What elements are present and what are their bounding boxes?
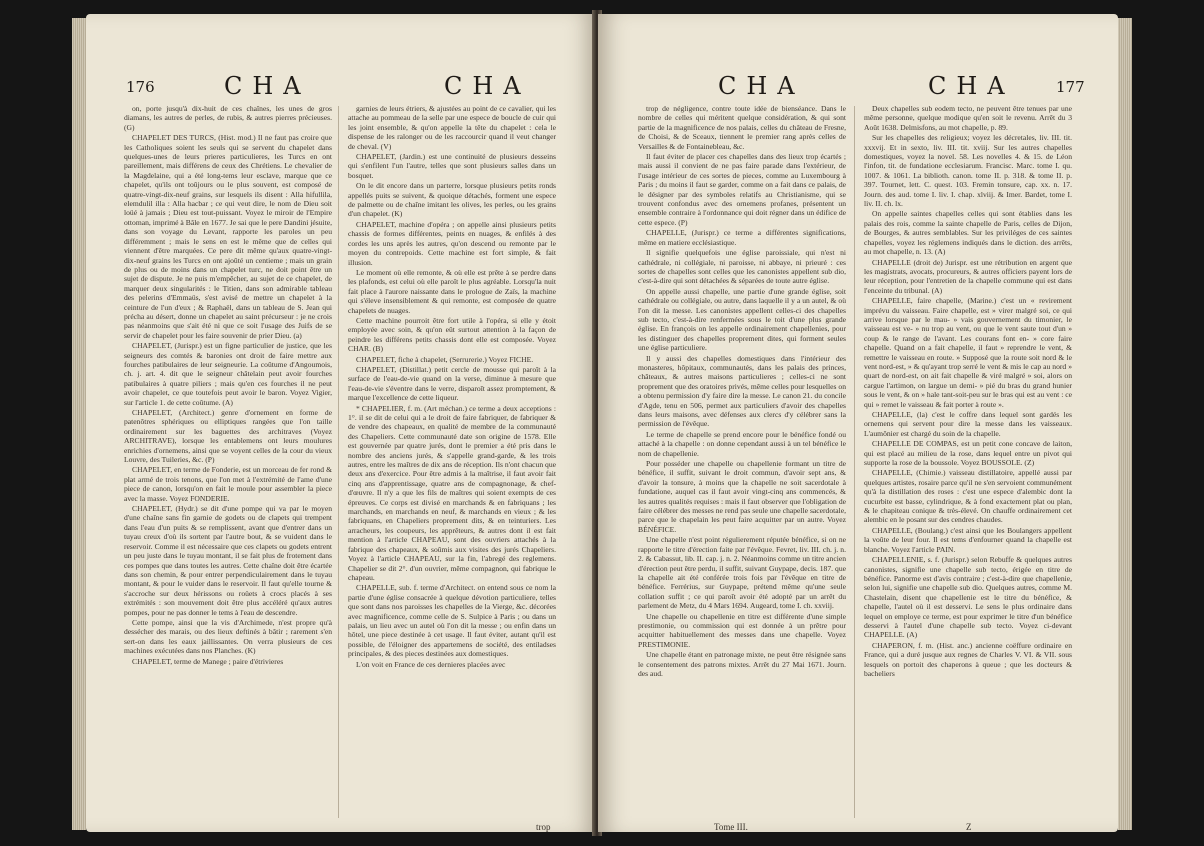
paragraph: Une chapelle étant en patronage mixte, ne peut être résignée sans le consentement des patrons mixtes. Arrêt du 27 Mai 1671. Journ. des aud.	[638, 650, 846, 678]
paragraph: CHAPELLE, faire chapelle, (Marine.) c'est un « revirement imprévu du vaisseau. Faire chapelle, est » virer malgré soi, ce qui arrive lorsque par le mau- » vais gouvernement du timonier, le vaisseau est ve- » nu trop au vent, ou que le vent saute tout d'un » coup & le range de l'avant. Les courans font en- » core faire chapelle. Quand on a fait chapelle, il faut » reprendre le vent, & remettre le vaisseau en route. » Supposé que la route soit nord & le vent nord-est, » & qu'ayant trop serré le vent & mis le cap au nord » quart de nord-est, on ait fait chapelle & viré malgré » soi, alors on cargue l'artimon, on largue un demi- » pié du bras du grand hunier sous le vent, & on » hale tant-soit-peu sur le bras qui est au vent : ce qui » remet le vaisseau & fait porter à route ».	[864, 296, 1072, 409]
paragraph: on, porte jusqu'à dix-huit de ces chaînes, les unes de gros diamans, les autres de perles, de rubis, & autres pierres précieuses. (G)	[124, 104, 332, 132]
paragraph: Le terme de chapelle se prend encore pour le bénéfice fondé ou attaché à la chapelle : on donne cependant aussi à un tel bénéfice le nom de chapellenie.	[638, 429, 846, 458]
paragraph: On appelle aussi chapelle, une partie d'une grande église, soit cathédrale ou collégiale, ou autre, dans laquelle il y a un autel, & où l'on dit la messe. Les canonistes appellent celles-ci des chapelles sub tecto, c'est-à-dire renfermées sous le toit d'une plus grande église. En françois on les appelle ordinairement chapellenies, pour les distinguer des chapelles proprement dites, qui forment seules une église particuliere.	[638, 286, 846, 353]
paragraph-list	[864, 104, 1072, 678]
paragraph: CHAPELLE, (la) c'est le coffre dans lequel sont gardés les ornemens qui servent pour dire la messe dans les vaisseaux. L'aumônier est chargé du soin de la chapelle.	[864, 410, 1072, 438]
paragraph: CHAPELLE, (Boulang.) c'est ainsi que les Boulangers appellent la voûte de leur four. Il est tems d'enfourner quand la chapelle est blanche. Voyez l'article PAIN.	[864, 525, 1072, 554]
paragraph: Le moment où elle remonte, & où elle est prête à se perdre dans les plafonds, est celui où elle paroît le plus agréable. Lorsqu'la nuit fait place à l'aurore naissante dans le prologue de Zaïs, la machine qui s'éleve insensiblement & qui remonte, est composée de quatre chapelets de nuages.	[348, 267, 556, 315]
paragraph: CHAPELLE, (Jurispr.) ce terme a différentes significations, même en matiere ecclésiastique.	[638, 228, 846, 247]
page-number: 176	[126, 78, 155, 96]
left-page	[86, 14, 596, 832]
text-column-2	[864, 104, 1072, 808]
paragraph: CHAPERON, f. m. (Hist. anc.) ancienne coëffure ordinaire en France, qui a duré jusque aux regnes de Charles V. VI. & VII. sous lesquels on portoit des chaperons à queue ; que les docteurs & bacheliers	[864, 640, 1072, 678]
paragraph: CHAPELET, (Hydr.) se dit d'une pompe qui va par le moyen d'une chaîne sans fin garnie de godets ou de clapets qui trempent dans l'eau d'un puits & se remplissent, avant que d'entrer dans un tuyau creux d'où ils sortent par l'autre bout, & se vuident dans le reservoir. Comme il est nécessaire que ces clapets ou godets entrent un peu juste dans le tuyau montant, il se fait plus de frotement dans ces pompes que dans toutes les autres. Cette chaîne doit être écartée dans son chemin, & pour entrer perpendiculairement dans le tuyau montant, & pour le vuider dans le reservoir. Il faut qu'elle tourne & s'accroche sur deux hérissons ou roüets à crocs placés à ses extrémités : son mouvement doit être plus accéléré qu'aux autres pompes, pour ne pas donner le tems à l'eau de descendre.	[124, 504, 332, 617]
paragraph: CHAPELET, machine d'opéra ; on appelle ainsi plusieurs petits chassis de formes différentes, peints en nuages, & enfilés à des cordes les uns après les autres, qu'on descend ou remonte par le moyen du contrepoids. Cette machine est fort simple, & fait illusion.	[348, 219, 556, 267]
paragraph: * CHAPELIER, f. m. (Art méchan.) ce terme a deux acceptions : 1°. il se dit de celui qui a le droit de faire fabriquer, de fabriquer & de vendre des chapeaux, en qualité de membre de la communauté des Chapeliers. Cette communauté date son origine de 1578. Elle est gouvernée par quatre jurés, dont le premier a été pris dans le nombre des anciens jurés, & s'appelle grand-garde, & les trois autres, entre les maîtres de dix ans de réception. Ils n'ont chacun que deux ans d'exercice. Pour être admis à la maîtrise, il faut avoir fait cinq ans d'apprentissage, quatre ans de compagnonage, & chef-d'œuvre. Il n'y a que les fils de maîtres qui soient exempts de ces épreuves. Ce corps est divisé en marchands & en fabriquans ; les marchands, en marchands en neuf, & marchands en vieux ; & les fabriquans, en Chapeliers proprement dits, & en teinturiers. Les arracheurs, les coupeurs, les apprêteurs, & autres dont il est fait mention à l'article CHAPEAU, sont des ouvriers attachés à la fabrique des chapeaux, & soûmis aux visites des jurés Chapeliers. Voyez à l'article CHAPEAU, sur la fin, l'abregé des reglemens. Chapelier se dit 2°. d'un ouvrier, même compagnon, qui fabrique le chapeau.	[348, 403, 556, 582]
paragraph: CHAPELLENIE, s. f. (Jurispr.) selon Rebuffe & quelques autres canonistes, signifie une chapelle sub tecto, érigée en titre de bénéfice. Panorme est d'avis contraire ; c'est-à-dire que chapellenie, selon lui, signifie une chapelle sub dio. Quelques autres, comme M. Chastelain, disent que chapellenie est le titre du bénéfice, & chapelle, l'autel où il est desservi. Le sens le plus ordinaire dans lequel on employe ce terme, est pour exprimer le titre d'un bénéfice desservi à l'autel d'une chapelle sub tecto. Voyez ci-devant CHAPELLE. (A)	[864, 555, 1072, 640]
paragraph: Deux chapelles sub eodem tecto, ne peuvent être tenues par une même personne, quelque modique qu'en soit le revenu. Arrêt du 3 Août 1638. Delmisfons, au mot chapelle, p. 89.	[864, 104, 1072, 132]
paragraph: CHAPELLE, (Chimie.) vaisseau distillatoire, appellé aussi par quelques artistes, rosaire parce qu'il ne s'en servoient communément qu'à la distillation des roses : c'est une espece d'alembic dont la cucurbite est basse, cylindrique, & à fond exactement plat ou plan, & le chapiteau conique & très-élevé. On chauffe ordinairement cet alembic en le posant sur des cendres chaudes.	[864, 468, 1072, 525]
page-edges-left	[72, 18, 86, 830]
paragraph: CHAPELET, en terme de Fonderie, est un morceau de fer rond & plat armé de trois tenons, que l'on met à l'extrémité de l'ame d'une piece de canon, lorsqu'on en fait le moule pour assembler la piece avec la masse. Voyez FONDERIE.	[124, 465, 332, 503]
running-head-left: CHA	[718, 72, 805, 100]
paragraph: Cette machine pourroit être fort utile à l'opéra, si elle y étoit employée avec soin, & qu'on eût surtout attention à la façon de peindre les différens petits chassis dont elle est composée. Voyez CHAR. (B)	[348, 315, 556, 354]
paragraph: CHAPELLE, sub. f. terme d'Architect. on entend sous ce nom la partie d'une église consacrée à quelque dévotion particuliere, telles que sont dans nos paroisses les chapelles de la Vierge, &c. décorées avec magnificence, comme celle de S. Sulpice à Paris ; ou dans un palais, un lieu avec un autel où l'on dit la messe ; ou enfin dans un hôtel, une piece destinée à cet usage. Il faut éviter, autant qu'il est possible, de l'éloigner des appartemens de société, des entiladses principales, & des pieces destinées aux domestiques.	[348, 583, 556, 659]
paragraph: Une chapelle n'est point régulierement réputée bénéfice, si on ne rapporte le titre d'érection faite par l'évêque. Fevret, liv. III. ch. j. n. 2. & Cabassut, lib. II. cap. j. n. 2. Néanmoins comme un titre ancien d'érection peut être perdu, il suffit, suivant Guypape, decis. 187. que la chapelle ait été conférée trois fois par l'évêque en titre de bénéfice. Ferrérius, sur Guypape, prétend même qu'une seule collation suffit ; ce qui paroît avoir été adopté par un arrêt du parlement de Metz, du 4 Mars 1694. Augeard, tome I. ch. xxviij.	[638, 535, 846, 611]
right-page-header	[598, 72, 1118, 102]
paragraph: CHAPELET, (Jardin.) est une continuité de plusieurs desseins qui s'enfilent l'un l'autre, telles que sont plusieurs salles dans un bosquet.	[348, 152, 556, 180]
signature-volume: Tome III.	[714, 822, 748, 832]
paragraph: CHAPELET, (Jurispr.) est un figne particulier de justice, que les seigneurs des comtés & baronies ont droit de faire mettre aux fourches patibulaires de leur seigneurie. La coûtume d'Angoumois, ch. j. art. 4. dit que le seigneur châtelain peut avoir fourches patibulaires à quatre piliers ; mais qu'en ces fourches il ne peut avoir chapelet, ce que toutefois peut avoir le baron. Voyez Vigier, sur l'article 1. de cette coûtume. (A)	[124, 341, 332, 407]
column-rule	[854, 106, 855, 818]
paragraph: Cette pompe, ainsi que la vis d'Archimede, n'est propre qu'à dessécher des marais, ou des lieux deftinés à bâtir ; rarement s'en sert-on dans les eaux jaillissantes. On verra plusieurs de ces machines exécutées dans nos Planches. (K)	[124, 617, 332, 656]
running-head-left: CHA	[224, 72, 311, 100]
paragraph: CHAPELET DES TURCS, (Hist. mod.) Il ne faut pas croire que les Catholiques soient les seuls qui se servent du chapelet dans quelques-unes de leurs prieres particulieres, les Turcs en ont pareillement, mais différens de ceux des Chrétiens. Le chevalier de la Magdelaine, qui a été long-tems leur esclave, marque que ce chapelet, qu'ils ont toûjours ou le plus souvent, est composé de quatre-vingt-dix-neuf grains, sur lesquels ils disent : Alla hifullila, elemdulil illa : Alla hacbar ; ce qui veut dire, le nom de Dieu soit loüé à jamais ; Dieu est tout-puissant. Voyez le miroir de l'Empire ottoman, imprimé à Bâle en 1677. Je sai que le pere Dandini jésuite, dans son voyage du Levant, rapporte les paroles un peu différemment ; mais le sens en est le même que de celles qui viennent d'être marquées. Ce pere dit même qu'aux quatre-vingt-dix-neuf grains les Turcs en ont ajoûté un centieme ; mais un grain de plus ou de moins dans un chapelet turc, ne doit point être un sujet de dispute. Je ne puis m'empêcher, au sujet de ce chapelet, de marquer deux singularités : le Titien, dans son admirable tableau des pelerins d'Emmaüs, s'est avisé de mettre un chapelet à la ceinture de l'un d'eux ; & Raphaël, dans un tableau de S. Jean qui précha au désert, donne un chapelet au saint précurseur : je ne crois pas néanmoins que s'ait été ni que ce soit l'usage des Juifs de se servir de chapelet pour les faire souvenir de prier Dieu. (a)	[124, 133, 332, 340]
paragraph-list	[348, 104, 556, 669]
paragraph: Une chapelle ou chapellenie en titre est différente d'une simple prestimonie, ou commission qui est donnée à un prêtre pour acquitter habituellement des messes dans une chapelle. Voyez PRESTIMONIE.	[638, 611, 846, 649]
paragraph: Il signifie quelquefois une église paroissiale, qui n'est ni cathédrale, ni collégiale, ni paroisse, ni abbaye, ni prieuré : ces sortes de chapelles sont celles que les canonistes appellent sub dio, c'est-à-dire qui sont détachées & séparées de toute autre église.	[638, 248, 846, 286]
paragraph: Il faut éviter de placer ces chapelles dans des lieux trop écartés ; mais aussi il convient de ne pas faire parade dans l'extérieur, de l'usage intérieur de ces sortes de pieces, comme au Luxembourg à Paris ; du moins il faut se garder, comme on a fait dans ce palais, de le désigner par des symboles relatifs au Christianisme, qui se trouvent confondus avec des ornemens profanes, présentent un ensemble contraire à l'ordonnance qui doit régner dans un édifice de cette espece. (P)	[638, 152, 846, 227]
right-page	[598, 14, 1118, 832]
catchword: trop	[536, 822, 551, 832]
paragraph: garnies de leurs étriers, & ajustées au point de ce cavalier, qui les attache au pommeau de la selle par une espece de boucle de cuir qui les joint ensemble, & qu'on appelle la tête du chapelet : cela le dispense de les ralonger ou de les raccourcir quand il veut changer de cheval. (V)	[348, 104, 556, 151]
column-rule	[338, 106, 339, 818]
paragraph: CHAPELET, (Architect.) genre d'ornement en forme de patenôtres sphériques ou elliptiques rangées que l'on taille ordinairement sur les baguettes des architraves (Voyez ARCHITRAVE), lorsque les entablemens ont leurs moulures enrichies d'ornemens, ainsi que se voyent celles de la cour du vieux Louvre, des Tuileries, &c. (P)	[124, 408, 332, 465]
paragraph: CHAPELET, terme de Manege ; paire d'étrivieres	[132, 656, 284, 666]
paragraph: CHAPELET, fiche à chapelet, (Serrurerie.) Voyez FICHE.	[356, 354, 534, 364]
page-number: 177	[1056, 78, 1085, 96]
left-page-header	[86, 72, 596, 102]
paragraph: Sur les chapelles des religieux; voyez les décretales, liv. III. tit. xxxvij. Et in sexto, liv. III. tit. xviij. Sur les autres chapelles domestiques, voyez la novel. 58. Les novelles 4. & 15. de Léon l'infon, tit. de fundatione ecclesiarum. Francisc. Marc. tome I. qu. 1007. & 1061. La biblioth. canon. tome II. p. 318. & tome II. p. 397. Tournet, lett. C. quest. 103. Fremin tonsure, cap. xx. n. 17. Journ. des aud. tome I. liv. I. chap. xlviij. & Imer. Bardet, tome I. liv. II. ch. lx.	[864, 133, 1072, 209]
running-head-right: CHA	[444, 72, 531, 100]
paragraph: CHAPELLE DE COMPAS, est un petit cone concave de laiton, qui est placé au milieu de la rose, dans lequel entre un pivot qui supporte la rose de la boussole. Voyez BOUSSOLE. (Z)	[864, 439, 1072, 468]
paragraph: On le dit encore dans un parterre, lorsque plusieurs petits ronds appellés puits se suivent, & quoique détachés, forment une espece de palmette ou de chaîne imitant les olives, les perles, ou les grains d'un chapelet. (K)	[348, 181, 556, 219]
text-column-1	[124, 104, 332, 826]
paragraph: CHAPELLE (droit de) Jurispr. est une rétribution en argent que les magistrats, avocats, procureurs, & autres officiers payent lors de leur réception, pour l'entretien de la chapelle commune qui est dans l'enceinte du tribunal. (A)	[864, 257, 1072, 295]
paragraph: L'on voit en France de ces dernieres placées avec	[356, 659, 506, 669]
running-head-right: CHA	[928, 72, 1015, 100]
paragraph: Pour posséder une chapelle ou chapellenie formant un titre de bénéfice, il suffit, suivant le droit commun, d'avoir sept ans, & d'avoir la tonsure, à moins que la chapelle ne soit sacerdotale à fundatione, auquel cas il faut avoir vingt-cinq ans commencés, & les autres qualités requises : mais il faut observer que l'obligation de faire célébrer des messes ne rend pas seule une chapelle sacerdotale, parce que le chapelain les peut faire acquitter par un autre. Voyez BÉNÉFICE.	[638, 459, 846, 534]
paragraph: trop de négligence, contre toute idée de bienséance. Dans le nombre de celles qui méritent quelque considération, & qui sont partie de la magnificence de nos palais, celles du château de Fresne, de Choisi, & de Sceaux, tiennent le premier rang après celles de Versailles & de Fontainebleau, &c.	[638, 104, 846, 151]
text-column-1	[638, 104, 846, 826]
signature-mark: Z	[966, 822, 972, 832]
page-edges-right	[1118, 18, 1132, 830]
paragraph-list	[124, 104, 332, 666]
paragraph: On appelle saintes chapelles celles qui sont établies dans les palais des rois, comme la sainte chapelle de Paris, celles de Dijon, de Bourges, & autres semblables. Sur les priviléges de ces saintes chapelles, voyez les réglemens indiqués dans le diction. des arrêts, au mot chapelle, n. 13. (A)	[864, 209, 1072, 257]
paragraph: Il y aussi des chapelles domestiques dans l'intérieur des monasteres, hôpitaux, communautés, dans les palais des princes, châteaux, & autres maisons particulieres ; celles-ci ne sont proprement que des oratoires privés, même celles pour lesquelles on a obtenu permission d'y faire dire la messe. Le canon 21. du concile d'Agde, tenu en 506, permet aux particuliers d'avoir des chapelles dans leurs maisons, avec défenses aux clercs d'y célébrer sans la permission de l'évêque.	[638, 353, 846, 429]
text-column-2	[348, 104, 556, 826]
paragraph: CHAPELET, (Distillat.) petit cercle de mousse qui paroît à la surface de l'eau-de-vie quand on la verse, diminue à mesure que l'eau-de-vie s'éventre dans le verre, disparoît assez promptement, & marque l'excellence de cette liqueur.	[348, 364, 556, 403]
paragraph-list	[638, 104, 846, 678]
